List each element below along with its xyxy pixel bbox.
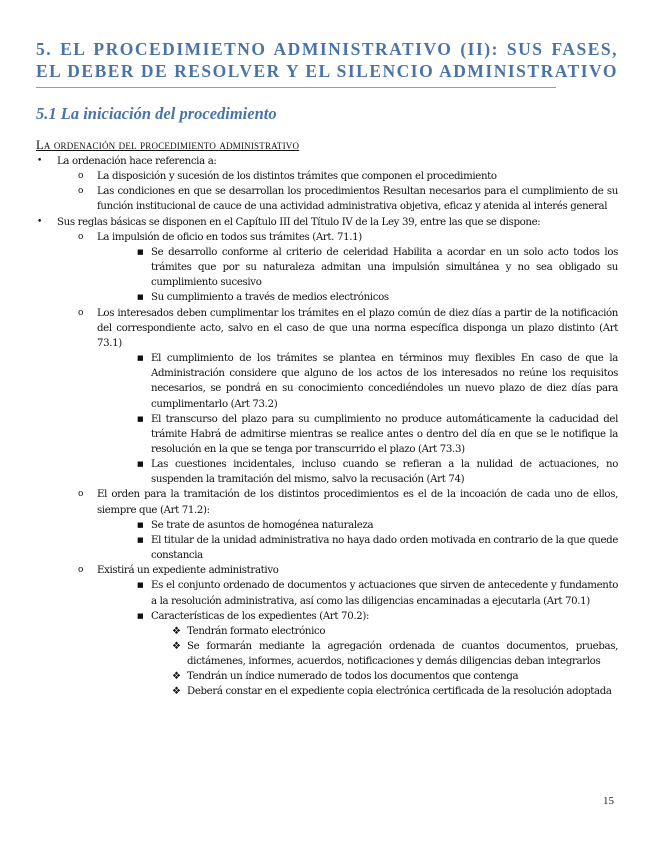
subheading: La ordenación del procedimiento administrativo	[36, 138, 300, 152]
list-item	[77, 306, 618, 488]
item-text: Tendrán un índice numerado de todos los documentos que contenga	[187, 671, 519, 683]
item-text: Se formarán mediante la agregación ordenada de cuantos documentos, pruebas, dictámenes, informes, acuerdos, notificaciones y demás diligencias deban integrarlos	[187, 641, 618, 668]
circle-bullet-icon: o	[78, 231, 84, 242]
list-item	[135, 533, 618, 563]
list-item	[77, 230, 618, 306]
circle-bullet-icon: o	[78, 171, 84, 182]
list-item	[77, 184, 618, 214]
square-bullet-icon: ■	[137, 611, 144, 620]
item-text: La disposición y sucesión de los distintos trámites que componen el procedimiento	[97, 171, 497, 183]
item-text: Deberá constar en el expediente copia electrónica certificada de la resolución adoptada	[187, 686, 612, 698]
square-bullet-icon: ■	[137, 247, 144, 256]
list-item	[36, 215, 618, 700]
square-bullet-icon: ■	[137, 460, 144, 469]
item-text: El transcurso del plazo para su cumplimiento no produce automáticamente la caducidad del trámite Habrá de admitirse mientras se realice antes o dentro del día en que se le notifique la resolución en la que se tenga por transcurrido el plazo (Art 73.3)	[151, 413, 618, 455]
document-page	[36, 38, 618, 700]
item-text: Sus reglas básicas se disponen en el Capítulo III del Título IV de la Ley 39, entre las que se dispone:	[57, 216, 541, 228]
list-item	[77, 563, 618, 699]
list-item	[135, 412, 618, 457]
list-item	[135, 245, 618, 290]
item-text: El orden para la tramitación de los distintos procedimientos es el de la incoación de cada uno de ellos, siempre que (Art 71.2):	[97, 489, 618, 516]
item-text: Los interesados deben cumplimentar los trámites en el plazo común de diez días a partir de la notificación del correspondiente acto, salvo en el caso de que una norma específica disponga un plazo distinto (Art 73.1)	[97, 307, 618, 349]
list-item	[135, 457, 618, 487]
item-text: Las cuestiones incidentales, incluso cuando se refieran a la nulidad de actuaciones, no suspenden la tramitación del mismo, salvo la recusación (Art 74)	[151, 459, 618, 486]
item-text: El cumplimiento de los trámites se plantea en términos muy flexibles En caso de que la Administración considere que alguno de los actos de los interesados no reúne los requisitos necesarios, se pondrá en su conocimiento concediéndoles un nuevo plazo de diez días para cumplimentarlo (Art 73.2)	[151, 353, 618, 410]
square-bullet-icon: ■	[137, 535, 144, 544]
square-bullet-icon: ■	[137, 414, 144, 423]
list-item	[135, 518, 618, 533]
list-item	[36, 154, 618, 215]
diamond-bullet-icon: ❖	[172, 671, 181, 683]
sub-list	[77, 230, 618, 700]
item-text: Se trate de asuntos de homogénea naturaleza	[151, 519, 374, 531]
item-text: Las condiciones en que se desarrollan los procedimientos Resultan necesarios para el cumplimiento de su función institucional de cauce de una actividad administrativa objetiva, eficaz y atenida al interés general	[97, 186, 618, 213]
item-text: El titular de la unidad administrativa no haya dado orden motivada en contrario de la que quede constancia	[151, 534, 618, 562]
list-item	[77, 487, 618, 563]
circle-bullet-icon: o	[78, 565, 84, 576]
sub-list	[135, 351, 618, 487]
item-text: La impulsión de oficio en todos sus trámites (Art. 71.1)	[97, 231, 362, 243]
square-bullet-icon: ■	[137, 354, 144, 363]
item-text: Tendrán formato electrónico	[187, 625, 326, 637]
chapter-title: 5. EL PROCEDIMIETNO ADMINISTRATIVO (II): SUS FASES, EL DEBER DE RESOLVER Y EL SILENCIO ADMINISTRATIVO	[36, 39, 618, 81]
item-text: Se desarrollo conforme al criterio de celeridad Habilita a acordar en un solo acto todos los trámites que por su naturaleza admitan una impulsión simultánea y no sea obligado su cumplimiento sucesivo	[151, 246, 618, 289]
list-item	[172, 639, 618, 669]
list-item	[77, 169, 618, 184]
bullet-icon: •	[37, 216, 42, 227]
sub-list	[172, 624, 618, 700]
outline-list	[36, 154, 618, 700]
square-bullet-icon: ■	[137, 293, 144, 302]
item-text: Características de los expedientes (Art 70.2):	[151, 610, 370, 622]
circle-bullet-icon: o	[78, 489, 84, 500]
page-number: 15	[603, 795, 614, 807]
list-item	[135, 609, 618, 700]
square-bullet-icon: ■	[137, 581, 144, 590]
list-item	[172, 684, 618, 699]
diamond-bullet-icon: ❖	[172, 625, 181, 637]
sub-list	[77, 169, 618, 214]
item-text: Existirá un expediente administrativo	[97, 565, 279, 577]
sub-list	[135, 245, 618, 306]
section-title: 5.1 La iniciación del procedimiento	[36, 104, 277, 123]
item-text: Es el conjunto ordenado de documentos y actuaciones que sirven de antecedente y fundamento a la resolución administrativa, así como las diligencias encaminadas a ejecutarla (Art 70.1)	[151, 580, 618, 607]
item-text: Su cumplimiento a través de medios electrónicos	[151, 292, 389, 304]
diamond-bullet-icon: ❖	[172, 686, 181, 698]
item-text: La ordenación hace referencia a:	[57, 156, 217, 167]
sub-list	[135, 518, 618, 563]
list-item	[172, 624, 618, 639]
list-item	[172, 669, 618, 684]
circle-bullet-icon: o	[78, 186, 84, 197]
list-item	[135, 351, 618, 412]
list-item	[135, 290, 618, 305]
square-bullet-icon: ■	[137, 520, 144, 529]
title-divider	[36, 87, 556, 88]
sub-list	[135, 578, 618, 699]
list-item	[135, 578, 618, 608]
diamond-bullet-icon: ❖	[172, 641, 181, 652]
circle-bullet-icon: o	[78, 307, 84, 318]
bullet-icon: •	[37, 156, 42, 166]
